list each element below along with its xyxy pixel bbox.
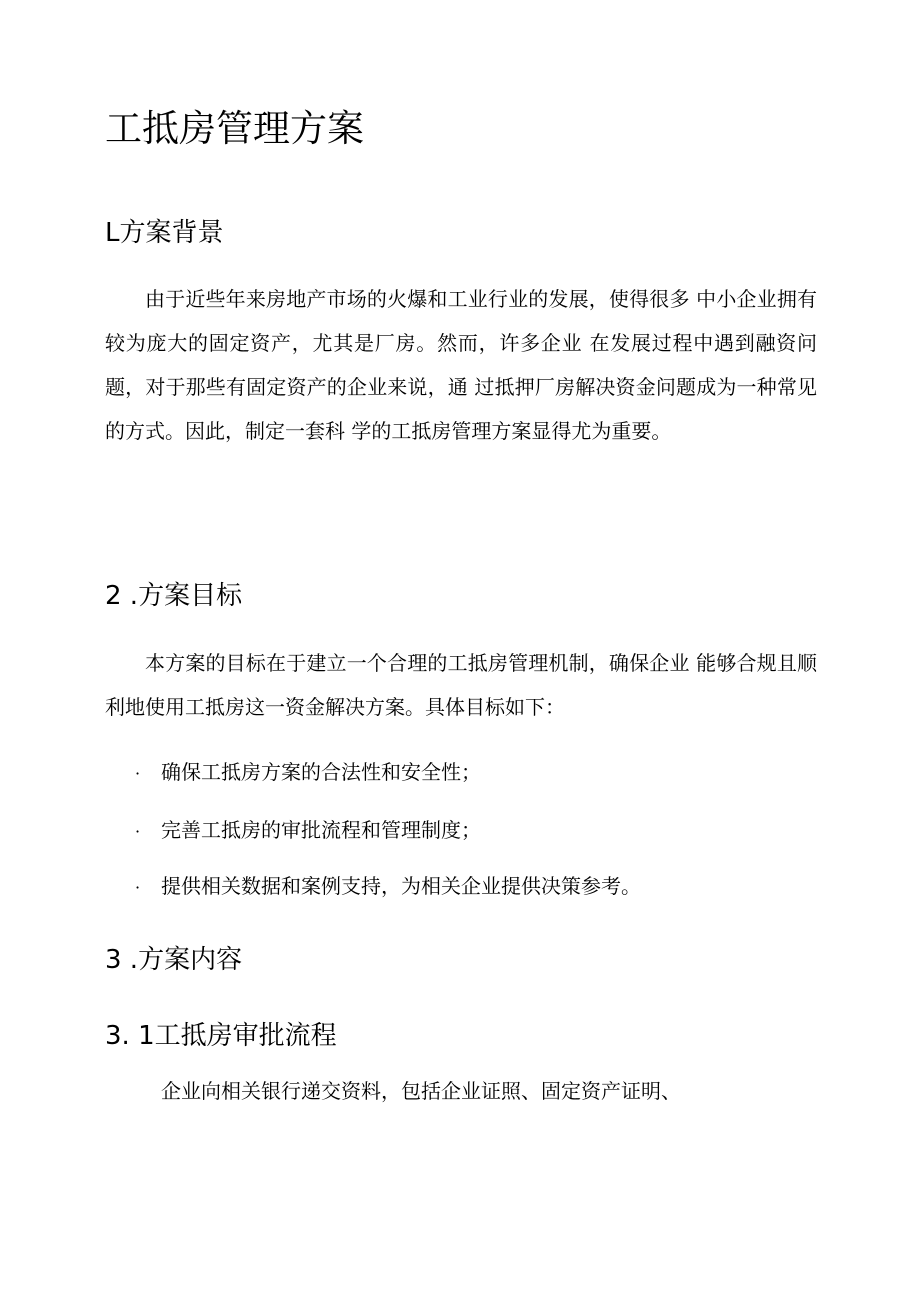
bullet-text: 提供相关数据和案例支持，为相关企业提供决策参考。: [161, 874, 641, 898]
section-heading-background: L方案背景: [105, 218, 224, 248]
document-title: 工抵房管理方案: [105, 107, 364, 150]
bullet-text: 确保工抵房方案的合法性和安全性；: [161, 760, 481, 784]
paragraph-goals: 本方案的目标在于建立一个合理的工抵房管理机制，确保企业 能够合规且顺利地使用工抵房这一资金解决方案。具体目标如下：: [105, 651, 817, 719]
section-heading-approval-process: 3. 1工抵房审批流程: [105, 1021, 337, 1051]
bullet-text: 完善工抵房的审批流程和管理制度；: [161, 818, 481, 842]
section-heading-goals: 2 .方案目标: [105, 581, 243, 611]
bullet-item: [135, 871, 641, 901]
paragraph-approval-process: 企业向相关银行递交资料，包括企业证照、固定资产证明、: [161, 1079, 681, 1103]
bullet-dot: ·: [135, 764, 141, 783]
bullet-dot: ·: [135, 878, 141, 897]
paragraph-background: 由于近些年来房地产市场的火爆和工业行业的发展，使得很多 中小企业拥有较为庞大的固定资产，尤其是厂房。然而，许多企业 在发展过程中遇到融资问题，对于那些有固定资产的企业来说，通 过抵押厂房解决资金问题成为一种常见的方式。因此，制定一套科 学的工抵房管理方案显得尤为重要。: [105, 287, 817, 443]
bullet-item: [135, 757, 481, 787]
section-heading-content: 3 .方案内容: [105, 945, 243, 975]
bullet-item: [135, 815, 481, 845]
bullet-dot: ·: [135, 822, 141, 841]
